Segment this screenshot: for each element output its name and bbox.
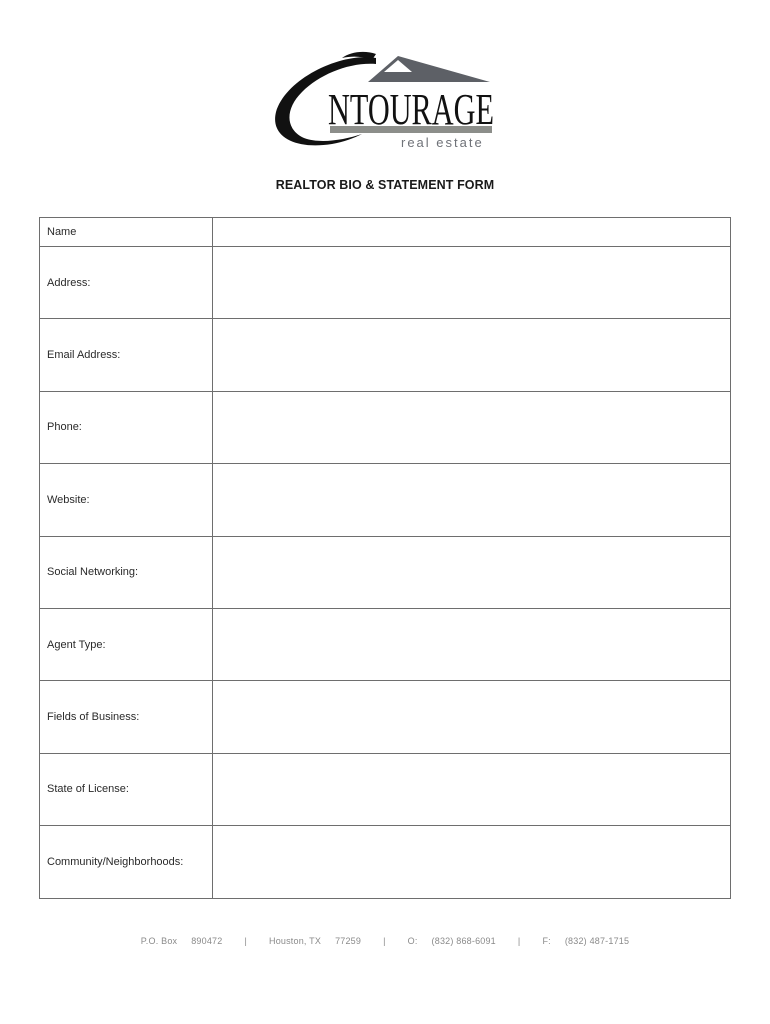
address-field[interactable] bbox=[213, 247, 731, 319]
social-networking-label: Social Networking: bbox=[40, 536, 213, 608]
footer-contact bbox=[0, 936, 770, 946]
address-label: Address: bbox=[40, 247, 213, 319]
agent-type-field[interactable] bbox=[213, 608, 731, 680]
po-box-number: 890472 bbox=[191, 936, 223, 946]
page-title: REALTOR BIO & STATEMENT FORM bbox=[275, 178, 495, 192]
website-field[interactable] bbox=[213, 464, 731, 536]
name-label: Name bbox=[40, 218, 213, 247]
email-address-field[interactable] bbox=[213, 319, 731, 391]
office-phone: (832) 868-6091 bbox=[431, 936, 496, 946]
form-row bbox=[40, 753, 731, 825]
name-field[interactable] bbox=[213, 218, 731, 247]
form-row bbox=[40, 319, 731, 391]
state-of-license-label: State of License: bbox=[40, 753, 213, 825]
logo-wordmark: NTOURAGE bbox=[328, 85, 494, 134]
agent-type-label: Agent Type: bbox=[40, 608, 213, 680]
zip: 77259 bbox=[335, 936, 362, 946]
community-neighborhoods-field[interactable] bbox=[213, 826, 731, 898]
email-address-label: Email Address: bbox=[40, 319, 213, 391]
form-row bbox=[40, 247, 731, 319]
fax-phone: (832) 487-1715 bbox=[564, 936, 630, 946]
fields-of-business-label: Fields of Business: bbox=[40, 681, 213, 753]
form-row bbox=[40, 218, 731, 247]
fax-label: F: bbox=[542, 936, 551, 946]
fields-of-business-field[interactable] bbox=[213, 681, 731, 753]
form-row bbox=[40, 826, 731, 898]
po-box-label: P.O. Box bbox=[140, 936, 178, 946]
city: Houston, TX bbox=[269, 936, 322, 946]
state-of-license-field[interactable] bbox=[213, 753, 731, 825]
form-row bbox=[40, 536, 731, 608]
form-row bbox=[40, 391, 731, 463]
social-networking-field[interactable] bbox=[213, 536, 731, 608]
form-row bbox=[40, 464, 731, 536]
phone-field[interactable] bbox=[213, 391, 731, 463]
office-label: O: bbox=[407, 936, 418, 946]
form-row bbox=[40, 681, 731, 753]
community-neighborhoods-label: Community/Neighborhoods: bbox=[40, 826, 213, 898]
bio-form-table bbox=[39, 217, 731, 899]
separator: | bbox=[383, 936, 386, 946]
website-label: Website: bbox=[40, 464, 213, 536]
separator: | bbox=[244, 936, 247, 946]
entourage-logo-mark bbox=[272, 50, 498, 154]
form-row bbox=[40, 608, 731, 680]
logo-tagline: real estate bbox=[401, 135, 484, 150]
entourage-logo bbox=[272, 50, 498, 154]
separator: | bbox=[517, 936, 521, 946]
phone-label: Phone: bbox=[40, 391, 213, 463]
